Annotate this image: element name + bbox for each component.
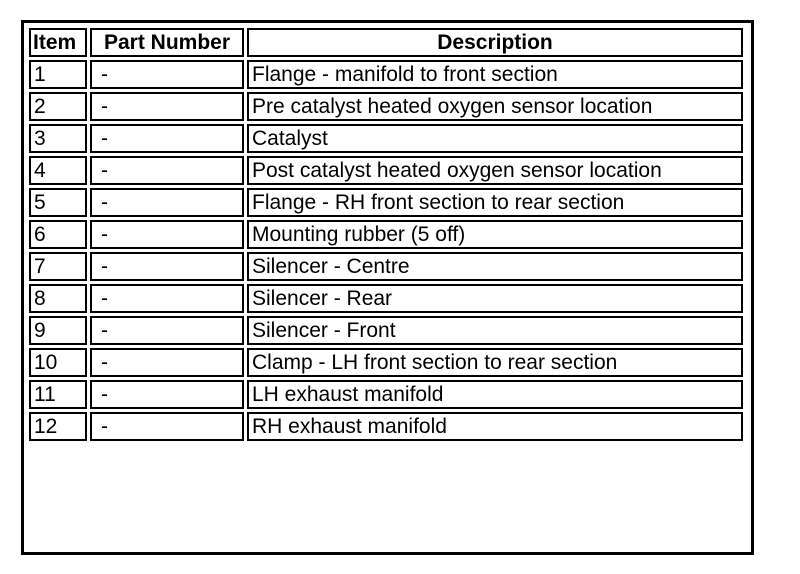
description: LH exhaust manifold: [247, 380, 743, 409]
table-row: [29, 284, 743, 313]
item-number: 10: [29, 348, 87, 377]
parts-table: [26, 25, 746, 444]
item-number: 12: [29, 412, 87, 441]
table-row: [29, 124, 743, 153]
item-number: 7: [29, 252, 87, 281]
table-row: [29, 348, 743, 377]
description: Flange - RH front section to rear section: [247, 188, 743, 217]
part-number: -: [90, 316, 244, 345]
description: Post catalyst heated oxygen sensor location: [247, 156, 743, 185]
item-number: 4: [29, 156, 87, 185]
header-item: Item: [29, 28, 87, 57]
part-number: -: [90, 380, 244, 409]
header-description: Description: [247, 28, 743, 57]
item-number: 5: [29, 188, 87, 217]
part-number: -: [90, 124, 244, 153]
item-number: 6: [29, 220, 87, 249]
description: Silencer - Front: [247, 316, 743, 345]
description: Flange - manifold to front section: [247, 60, 743, 89]
part-number: -: [90, 252, 244, 281]
table-row: [29, 60, 743, 89]
description: RH exhaust manifold: [247, 412, 743, 441]
table-row: [29, 188, 743, 217]
table-row: [29, 380, 743, 409]
description: Silencer - Rear: [247, 284, 743, 313]
table-row: [29, 412, 743, 441]
item-number: 3: [29, 124, 87, 153]
table-row: [29, 252, 743, 281]
parts-table-frame: [21, 20, 754, 555]
part-number: -: [90, 412, 244, 441]
item-number: 9: [29, 316, 87, 345]
part-number: -: [90, 188, 244, 217]
part-number: -: [90, 60, 244, 89]
part-number: -: [90, 92, 244, 121]
table-row: [29, 92, 743, 121]
description: Silencer - Centre: [247, 252, 743, 281]
description: Clamp - LH front section to rear section: [247, 348, 743, 377]
table-row: [29, 220, 743, 249]
part-number: -: [90, 156, 244, 185]
part-number: -: [90, 284, 244, 313]
part-number: -: [90, 348, 244, 377]
description: Pre catalyst heated oxygen sensor location: [247, 92, 743, 121]
header-part-number: Part Number: [90, 28, 244, 57]
item-number: 2: [29, 92, 87, 121]
description: Mounting rubber (5 off): [247, 220, 743, 249]
description: Catalyst: [247, 124, 743, 153]
table-row: [29, 316, 743, 345]
item-number: 11: [29, 380, 87, 409]
table-row: [29, 156, 743, 185]
item-number: 8: [29, 284, 87, 313]
part-number: -: [90, 220, 244, 249]
item-number: 1: [29, 60, 87, 89]
table-header-row: [29, 28, 743, 57]
